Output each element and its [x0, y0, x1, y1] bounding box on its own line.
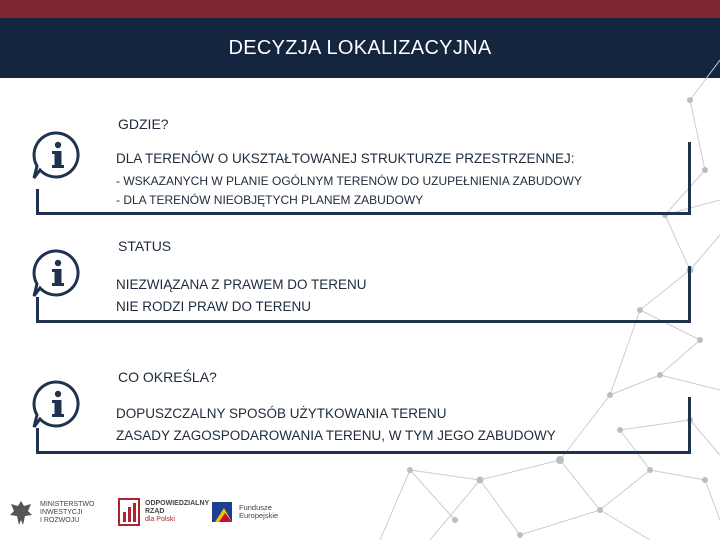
section-box-status — [36, 266, 691, 323]
eu-star-emblem-icon — [212, 500, 234, 524]
section-title-what: CO OKREŚLA? — [118, 369, 217, 385]
ministry-line: I ROZWOJU — [40, 517, 80, 524]
fund-line: ODPOWIEDZIALNY — [145, 500, 210, 507]
section-title-where: GDZIE? — [118, 116, 169, 132]
section-where — [28, 110, 692, 220]
ministry-line: MINISTERSTWO — [40, 501, 95, 508]
ministry-logo — [8, 498, 94, 528]
header-bar — [0, 18, 720, 78]
section-line: NIEZWIĄZANA Z PRAWEM DO TERENU — [116, 277, 367, 292]
section-title-status: STATUS — [118, 238, 172, 254]
section-line: - DLA TERENÓW NIEOBJĘTYCH PLANEM ZABUDOWY — [116, 193, 424, 207]
footer-logos — [0, 492, 720, 540]
bar-emblem-icon — [118, 498, 140, 526]
section-what — [28, 365, 692, 460]
eu-line: Fundusze — [239, 503, 272, 512]
section-line: NIE RODZI PRAW DO TERENU — [116, 299, 312, 314]
responsible-development-logo — [118, 498, 209, 526]
section-line: DLA TERENÓW O UKSZTAŁTOWANEJ STRUKTURZE PRZESTRZENNEJ: — [116, 151, 575, 166]
section-line: - WSKAZANYCH W PLANIE OGÓLNYM TERENÓW DO UZUPEŁNIENIA ZABUDOWY — [116, 174, 582, 188]
top-stripe — [0, 0, 720, 18]
section-line: ZASADY ZAGOSPODAROWANIA TERENU, W TYM JEGO ZABUDOWY — [116, 428, 556, 443]
eu-line: Europejskie — [239, 511, 279, 520]
section-line: DOPUSZCZALNY SPOSÓB UŻYTKOWANIA TERENU — [116, 406, 447, 421]
fund-line: dla Polski — [145, 516, 175, 523]
ministry-line: INWESTYCJI — [40, 509, 83, 516]
page-title: DECYZJA LOKALIZACYJNA — [228, 36, 492, 59]
eu-funds-logo — [212, 500, 278, 524]
section-status — [28, 232, 692, 327]
eagle-emblem-icon — [8, 498, 34, 528]
fund-line: RZĄD — [145, 508, 165, 515]
